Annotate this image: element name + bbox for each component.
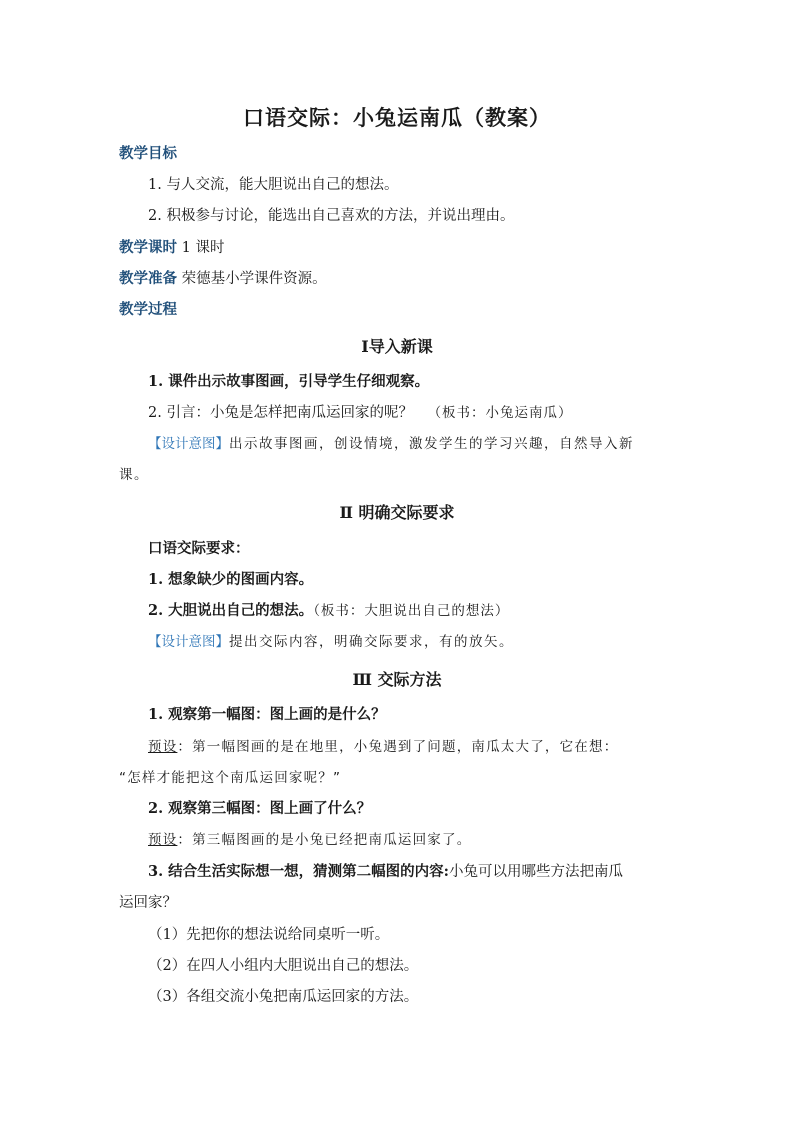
section2-item: 1. 想象缺少的图画内容。 bbox=[148, 571, 314, 588]
sub-item: （3）各组交流小兔把南瓜运回家的方法。 bbox=[148, 989, 419, 1005]
preset-label: 预设 bbox=[148, 739, 178, 755]
goal-item: 2. 积极参与讨论，能选出自己喜欢的方法，并说出理由。 bbox=[148, 208, 515, 224]
section3-item: 2. 观察第三幅图：图上画了什么？ bbox=[148, 800, 372, 817]
design-intent-text: 课。 bbox=[119, 467, 149, 483]
design-intent bbox=[148, 632, 514, 652]
goal-item: 1. 与人交流，能大胆说出自己的想法。 bbox=[148, 177, 399, 193]
hours-value: 1 课时 bbox=[181, 240, 225, 256]
section-heading: Ⅲ 交际方法 bbox=[352, 670, 442, 689]
section3-item bbox=[148, 862, 623, 882]
prep-label: 教学准备 bbox=[119, 270, 177, 287]
goals-heading: 教学目标 bbox=[119, 145, 177, 162]
preset-label: 预设 bbox=[148, 832, 178, 848]
section3-item-continued: 运回家？ bbox=[119, 895, 177, 911]
section-heading: Ⅰ导入新课 bbox=[361, 337, 433, 356]
section2-item-text: 2. 大胆说出自己的想法。 bbox=[148, 602, 314, 619]
prep-row bbox=[119, 269, 327, 289]
section1-item bbox=[148, 403, 573, 423]
hours-row bbox=[119, 238, 224, 258]
preset-line bbox=[148, 737, 618, 757]
design-intent-text: 提出交际内容，明确交际要求，有的放矢。 bbox=[229, 634, 514, 650]
preset-text: ：第一幅图画的是在地里，小兔遇到了问题，南瓜太大了，它在想： bbox=[177, 739, 619, 755]
board-note: （板书：大胆说出自己的想法） bbox=[313, 603, 510, 619]
preset-line bbox=[148, 830, 471, 850]
design-intent bbox=[148, 434, 634, 454]
preset-text: “怎样才能把这个南瓜运回家呢？” bbox=[119, 770, 342, 786]
process-heading: 教学过程 bbox=[119, 301, 177, 318]
section-heading: Ⅱ 明确交际要求 bbox=[339, 503, 455, 522]
section1-item: 1. 课件出示故事图画，引导学生仔细观察。 bbox=[148, 373, 430, 390]
section3-item: 1. 观察第一幅图：图上画的是什么？ bbox=[148, 706, 386, 723]
board-note: （板书：小兔运南瓜） bbox=[427, 405, 573, 421]
design-intent-label: 【设计意图】 bbox=[148, 634, 229, 650]
document-title: 口语交际：小兔运南瓜（教案） bbox=[243, 105, 551, 130]
requirements-heading: 口语交际要求： bbox=[148, 540, 250, 557]
design-intent-text: 出示故事图画，创设情境，激发学生的学习兴趣，自然导入新 bbox=[229, 436, 634, 452]
prep-value: 荣德基小学课件资源。 bbox=[181, 271, 327, 287]
sub-item: （1）先把你的想法说给同桌听一听。 bbox=[148, 927, 390, 943]
section3-item-bold: 3. 结合生活实际想一想，猜测第二幅图的内容: bbox=[148, 863, 450, 880]
sub-item: （2）在四人小组内大胆说出自己的想法。 bbox=[148, 958, 419, 974]
section2-item bbox=[148, 601, 509, 621]
preset-text: ：第三幅图画的是小兔已经把南瓜运回家了。 bbox=[177, 832, 472, 848]
section3-item-text: 小兔可以用哪些方法把南瓜 bbox=[449, 864, 624, 880]
hours-label: 教学课时 bbox=[119, 239, 177, 256]
section1-item-text: 2. 引言：小兔是怎样把南瓜运回家的呢？ bbox=[148, 405, 413, 421]
design-intent-label: 【设计意图】 bbox=[148, 436, 229, 452]
